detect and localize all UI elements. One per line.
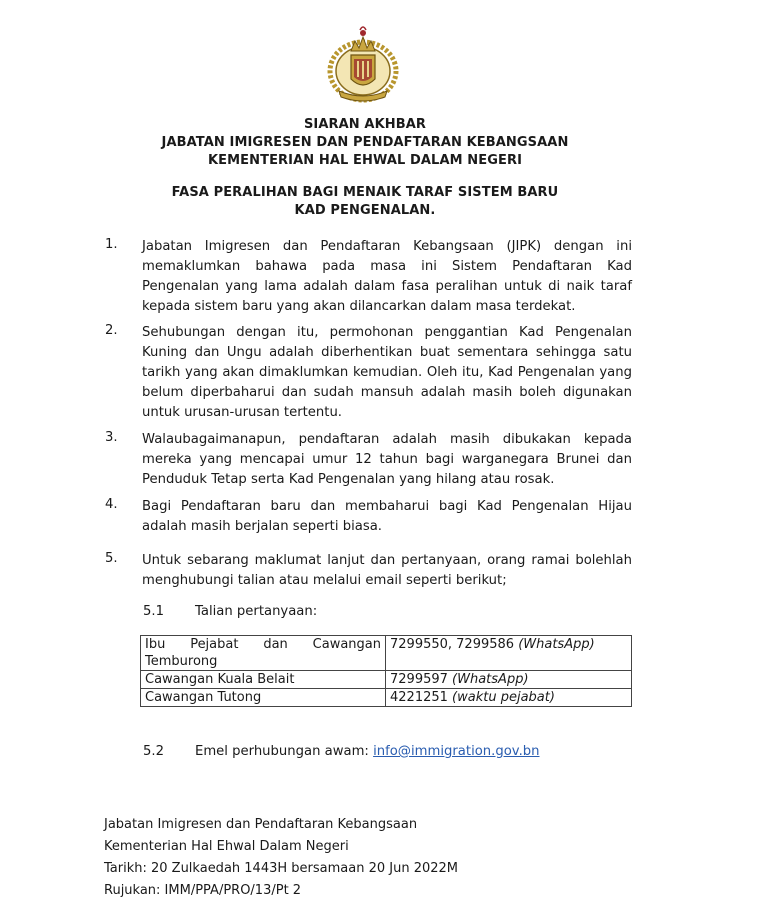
contacts-table	[140, 635, 632, 707]
section-label: Emel perhubungan awam:	[195, 744, 369, 759]
paragraph-number: 1.	[105, 237, 118, 252]
paragraph-text: Untuk sebarang maklumat lanjut dan pertanyaan, orang ramai bolehlah menghubungi talian atau melalui email seperti berikut;	[142, 553, 632, 588]
crest-emblem	[323, 21, 403, 103]
footer-date: Tarikh: 20 Zulkaedah 1443H bersamaan 20 Jun 2022M	[104, 861, 458, 876]
phone-number: 7299550, 7299586	[390, 637, 515, 652]
subject-line-1: FASA PERALIHAN BAGI MENAIK TARAF SISTEM BARU	[171, 185, 559, 200]
subject-line-2: KAD PENGENALAN.	[294, 203, 436, 218]
section-5-2	[143, 742, 540, 762]
office-word: Cawangan	[312, 637, 381, 652]
office-cell: Cawangan Kuala Belait	[141, 671, 386, 689]
footer-block	[104, 814, 458, 902]
table-row	[141, 636, 632, 671]
email-link[interactable]: info@immigration.gov.bn	[373, 744, 540, 759]
footer-reference: Rujukan: IMM/PPA/PRO/13/Pt 2	[104, 883, 302, 898]
section-label: Talian pertanyaan:	[195, 604, 318, 619]
office-line-2: Temburong	[145, 654, 218, 669]
footer-department: Jabatan Imigresen dan Pendaftaran Kebangsaan	[104, 817, 418, 832]
paragraph-number: 2.	[105, 323, 118, 338]
paragraph-text: Bagi Pendaftaran baru dan membaharui bagi Kad Pengenalan Hijau adalah masih berjalan seperti biasa.	[142, 499, 632, 534]
office-word: Ibu	[145, 637, 166, 652]
paragraph-number: 5.	[105, 551, 118, 566]
paragraph-text: Sehubungan dengan itu, permohonan penggantian Kad Pengenalan Kuning dan Ungu adalah diberhentikan buat sementara sehingga satu tarikh yang akan dimaklumkan kemudian. Oleh itu, Kad Pengenalan yang belum diperbaharui dan sudah mansuh adalah masih boleh digunakan untuk urusan-urusan tertentu.	[142, 325, 632, 420]
section-number: 5.1	[143, 604, 164, 619]
press-release-title: SIARAN AKHBAR	[303, 117, 427, 132]
phone-note: (WhatsApp)	[518, 637, 595, 652]
office-word: Pejabat	[190, 637, 239, 652]
phone-note: (WhatsApp)	[452, 672, 529, 687]
number-cell	[386, 689, 632, 707]
number-cell	[386, 636, 632, 671]
office-cell: Cawangan Tutong	[141, 689, 386, 707]
phone-note: (waktu pejabat)	[452, 690, 555, 705]
paragraph-number: 3.	[105, 430, 118, 445]
number-cell	[386, 671, 632, 689]
office-cell	[141, 636, 386, 671]
section-number: 5.2	[143, 744, 164, 759]
table-row	[141, 689, 632, 707]
phone-number: 7299597	[390, 672, 448, 687]
department-name: JABATAN IMIGRESEN DAN PENDAFTARAN KEBANGSAAN	[161, 135, 569, 150]
footer-ministry: Kementerian Hal Ehwal Dalam Negeri	[104, 839, 349, 854]
paragraph-number: 4.	[105, 497, 118, 512]
office-word: dan	[263, 637, 288, 652]
paragraph-text: Walaubagaimanapun, pendaftaran adalah masih dibukakan kepada mereka yang mencapai umur 12 tahun bagi warganegara Brunei dan Penduduk Tetap serta Kad Pengenalan yang hilang atau rosak.	[142, 432, 632, 487]
phone-number: 4221251	[390, 690, 448, 705]
paragraph-text: Jabatan Imigresen dan Pendaftaran Kebangsaan (JIPK) dengan ini memaklumkan bahawa pada masa ini Sistem Pendaftaran Kad Pengenalan yang lama adalah dalam fasa peralihan untuk di naik taraf kepada sistem baru yang akan dilancarkan dalam masa terdekat.	[142, 239, 632, 314]
section-5-1	[143, 602, 317, 622]
table-row	[141, 671, 632, 689]
ministry-name: KEMENTERIAN HAL EHWAL DALAM NEGERI	[207, 153, 523, 168]
